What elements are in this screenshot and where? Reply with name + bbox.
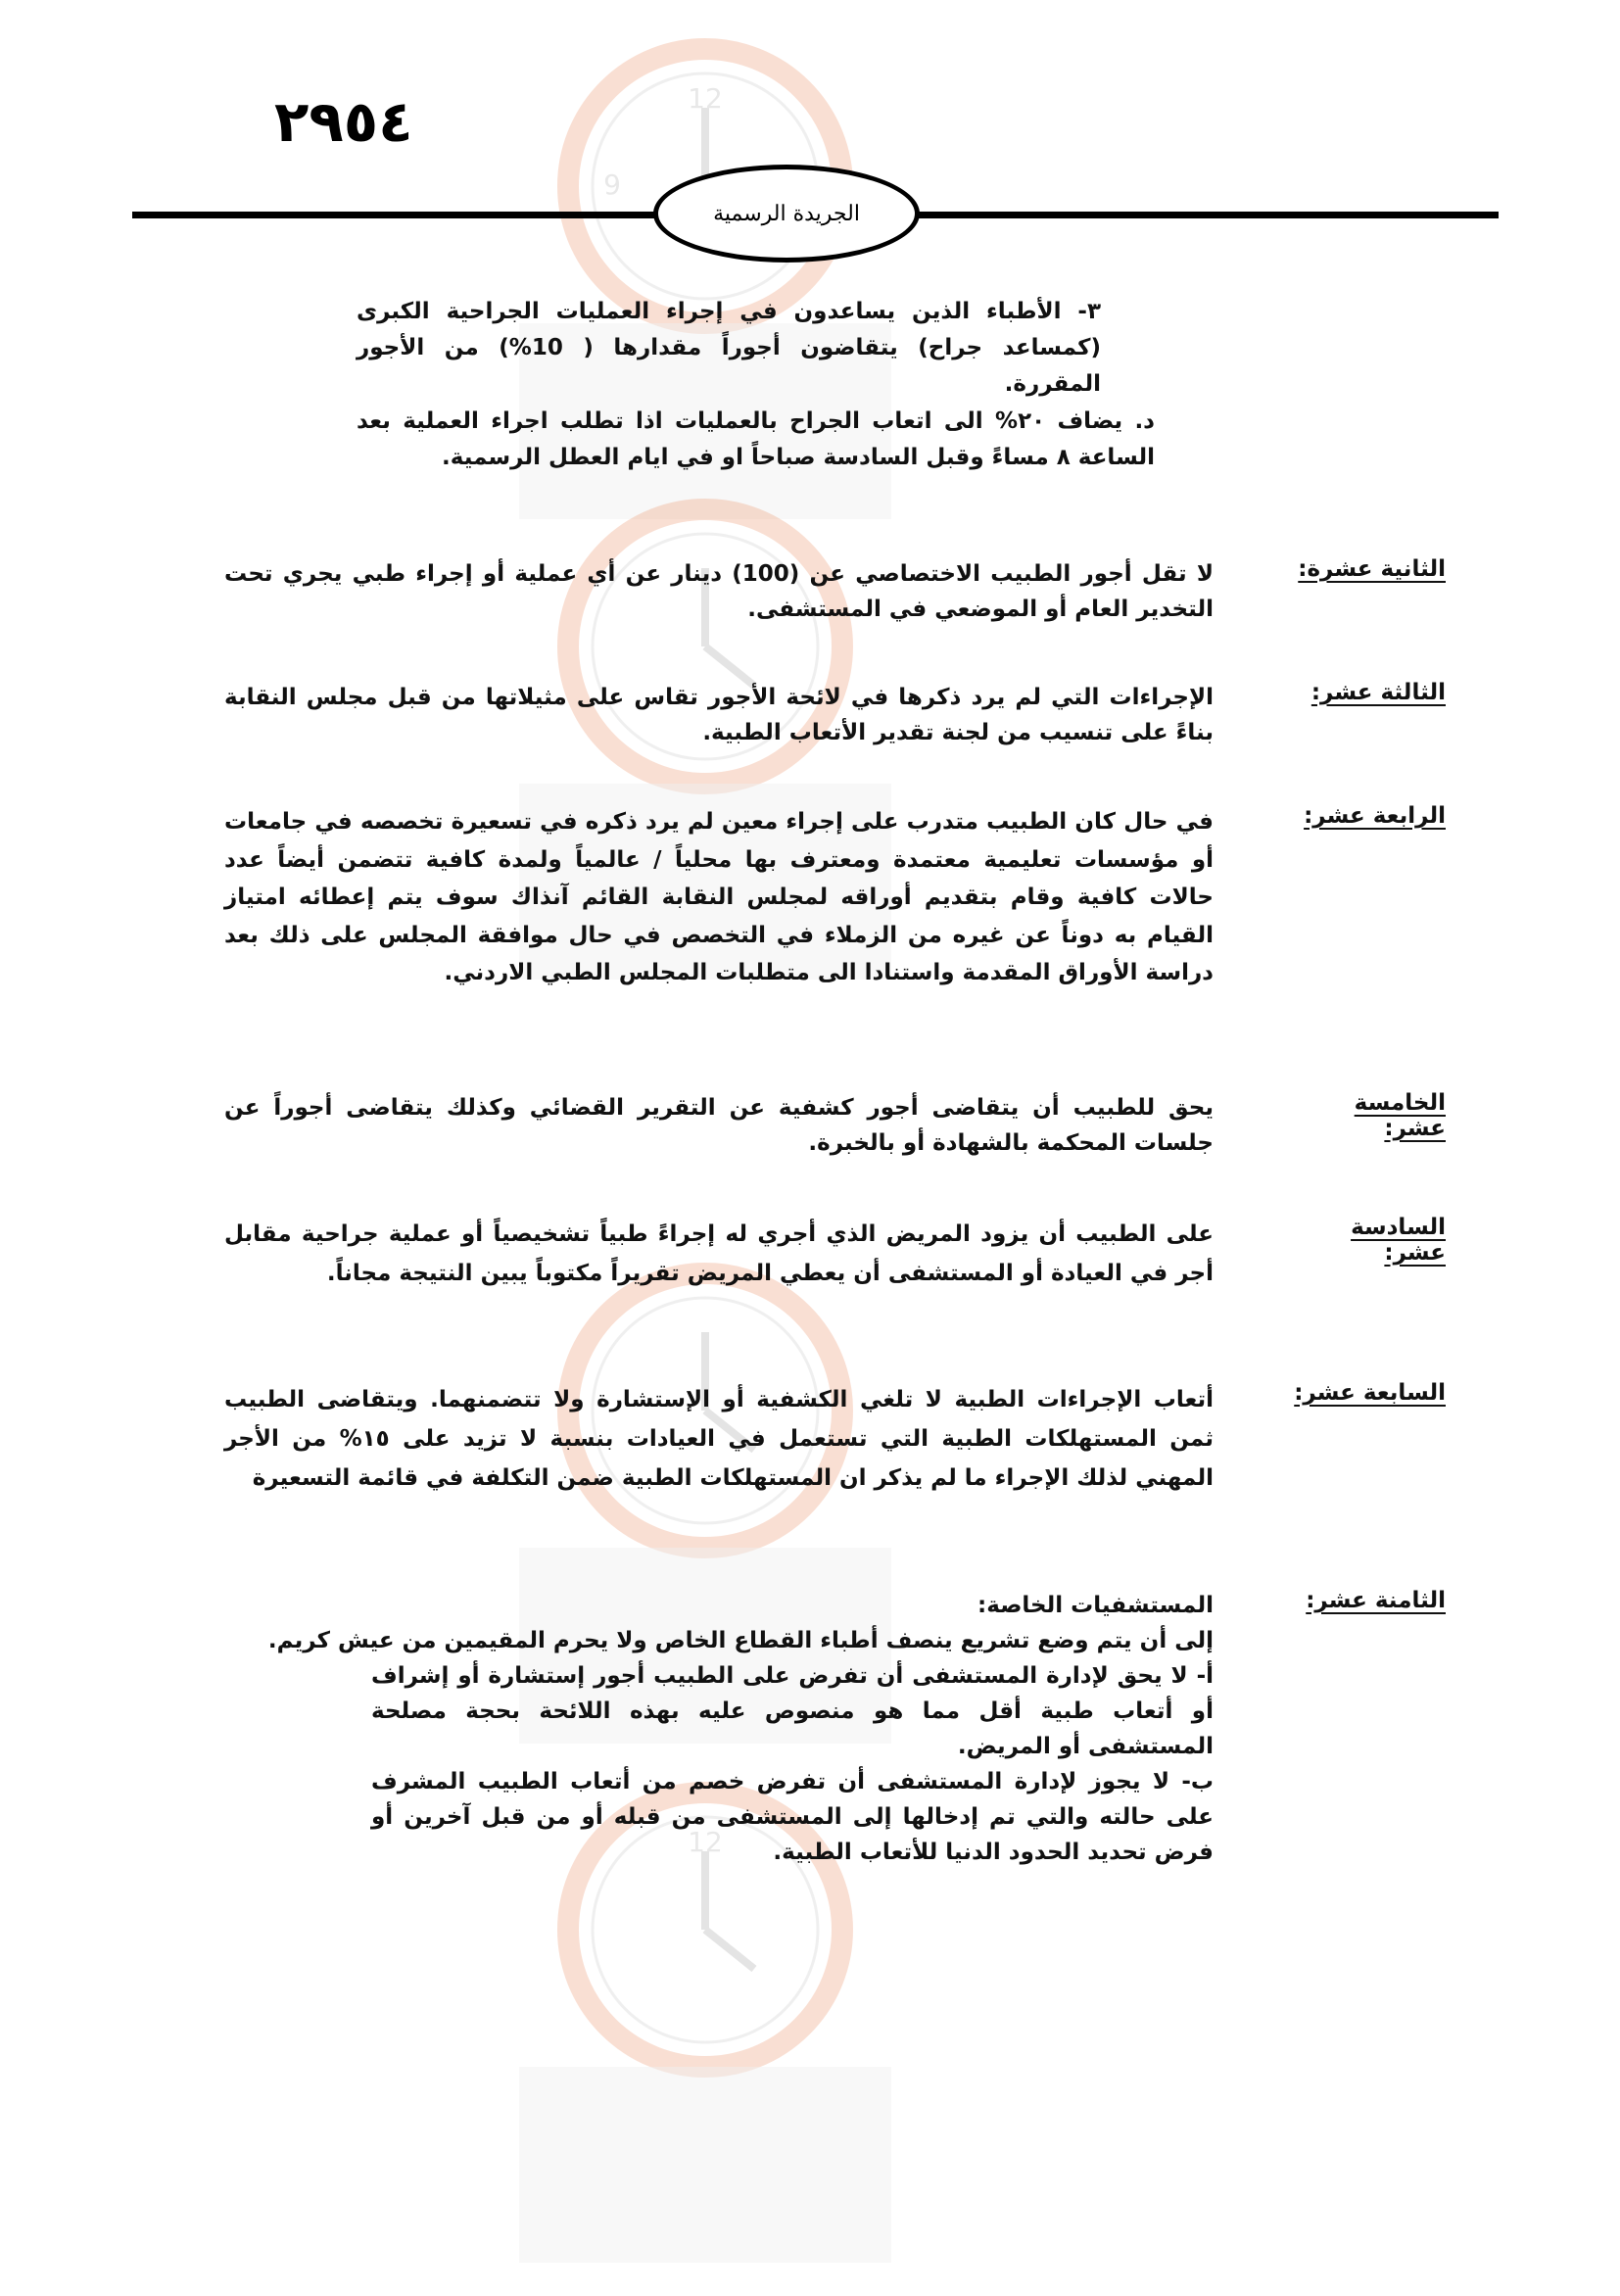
article-18-heading: المستشفيات الخاصة:	[977, 1593, 1214, 1618]
article-label: السادسة عشر:	[1351, 1215, 1446, 1266]
article-text: الإجراءات التي لم يرد ذكرها في لائحة الأجور تقاس على مثيلاتها من قبل مجلس النقابة بناءً على تنسيب من لجنة تقدير الأتعاب الطبية.	[224, 685, 1214, 745]
article-label: الثامنة عشر:	[1306, 1588, 1446, 1613]
article-text: على الطبيب أن يزود المريض الذي أجري له إجراءً طبياً تشخيصياً أو عملية جراحية مقابل أجر في العيادة أو المستشفى أن يعطي المريض تقريراً مكتوباً يبين النتيجة مجاناً.	[224, 1221, 1214, 1286]
article-text: أتعاب الإجراءات الطبية لا تلغي الكشفية أو الإستشارة ولا تتضمنهما. ويتقاضى الطبيب ثمن المستهلكات الطبية التي تستعمل في العيادات بنسبة لا تزيد على ١٥% من الأجر المهني لذلك الإجراء ما لم يذكر ان المستهلكات الطبية ضمن التكلفة في قائمة التسعيرة	[224, 1387, 1214, 1491]
svg-text:9: 9	[603, 168, 621, 201]
article-18-intro: إلى أن يتم وضع تشريع ينصف أطباء القطاع الخاص ولا يحرم المقيمين من عيش كريم.	[267, 1628, 1214, 1653]
article-18-item-a: أ- لا يحق لإدارة المستشفى أن تفرض على الطبيب أجور إستشارة أو إشراف أو أتعاب طبية أقل مما هو منصوص عليه بهذه اللائحة بحجة مصلحة المستشفى أو المريض.	[371, 1663, 1214, 1759]
intro-item-3: ٣- الأطباء الذين يساعدون في إجراء العمليات الجراحية الكبرى (كمساعد جراح) يتقاضون أجوراً مقدارها ( 10%) من الأجور المقررة.	[357, 299, 1101, 397]
article-label: الثالثة عشر:	[1310, 680, 1446, 705]
article-text: في حال كان الطبيب متدرب على إجراء معين لم يرد ذكره في تسعيرة تخصصه في جامعات أو مؤسسات تعليمية معتمدة ومعترف بها محلياً / عالمياً ولمدة كافية تتضمن أيضاً عدد حالات كافية وقام بتقديم أوراقه لمجلس النقابة القائم آنذاك سوف يتم إعطائه امتياز القيام به دوناً عن غيره من الزملاء في التخصص في حال موافقة المجلس على ذلك بعد دراسة الأوراق المقدمة واستنادا الى متطلبات المجلس الطبي الاردني.	[224, 809, 1214, 985]
article-text: لا تقل أجور الطبيب الاختصاصي عن (100) دينار عن أي عملية أو إجراء طبي يجري تحت التخدير العام أو الموضعي في المستشفى.	[224, 561, 1215, 622]
article-label: الخامسة عشر:	[1354, 1090, 1446, 1141]
article-label: الثانية عشرة:	[1298, 556, 1446, 582]
svg-text:12: 12	[688, 82, 723, 115]
article-18-item-b: ب- لا يجوز لإدارة المستشفى أن تفرض خصم من أتعاب الطبيب المشرف على حالته والتي تم إدخالها إلى المستشفى من قبله أو من قبل آخرين أو فرض تحديد الحدود الدنيا للأتعاب الطبية.	[371, 1769, 1214, 1865]
gazette-title: الجريدة الرسمية	[653, 165, 920, 263]
article-18-body	[224, 1588, 1214, 1870]
page-number: ٢٩٥٤	[274, 88, 413, 155]
article-text: يحق للطبيب أن يتقاضى أجور كشفية عن التقرير القضائي وكذلك يتقاضى أجوراً عن جلسات المحكمة بالشهادة أو بالخبرة.	[224, 1095, 1214, 1156]
article-label: السابعة عشر:	[1294, 1380, 1446, 1406]
article-label: الرابعة عشر:	[1304, 803, 1446, 829]
intro-item-d: د. يضاف ٢٠% الى اتعاب الجراح بالعمليات اذا تطلب اجراء العملية بعد الساعة ٨ مساءً وقبل السادسة صباحاً او في ايام العطل الرسمية.	[357, 408, 1155, 470]
svg-text:12: 12	[688, 1826, 723, 1858]
